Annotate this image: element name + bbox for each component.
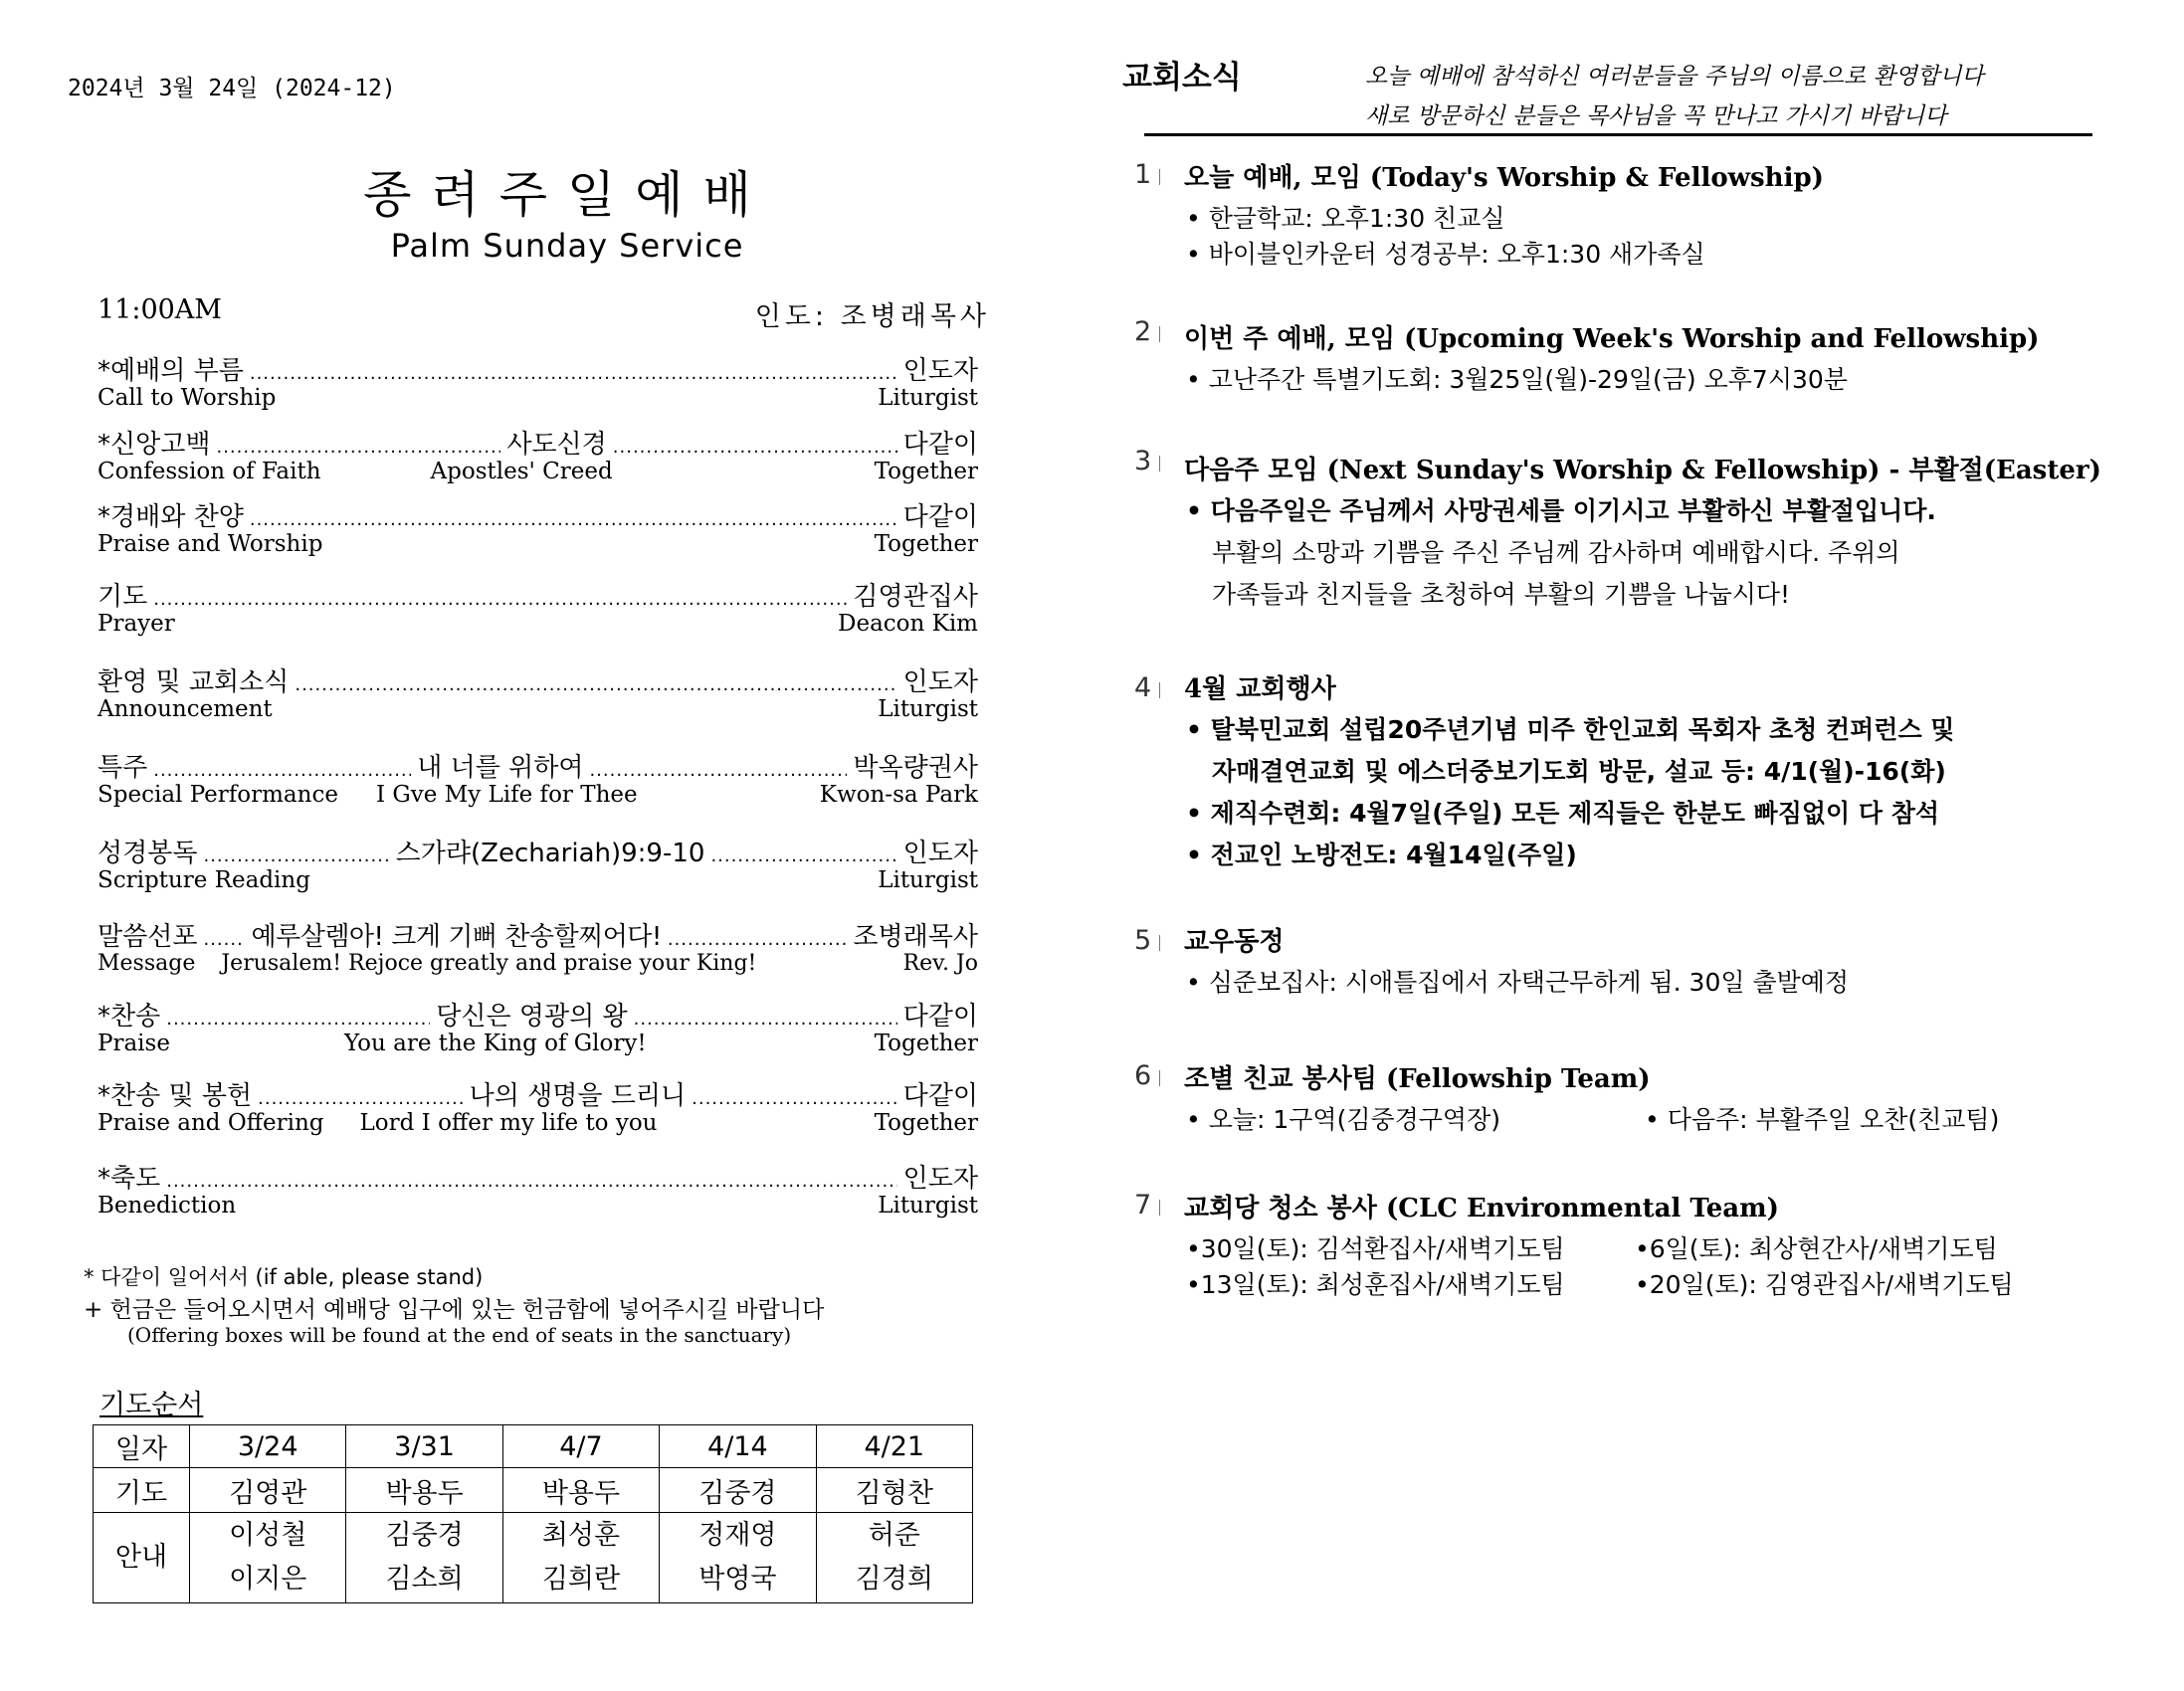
news-line: •6일(토): 최상현간사/새벽기도팀 xyxy=(1635,1234,1998,1263)
dot-leader xyxy=(166,1009,430,1030)
order-leader-ko: 박옥량권사 xyxy=(853,753,978,783)
table-row xyxy=(94,1425,973,1468)
dot-leader xyxy=(153,589,847,610)
service-title-english: Palm Sunday Service xyxy=(390,227,744,265)
dot-leader xyxy=(710,846,896,866)
table-cell: 김중경 xyxy=(660,1468,816,1513)
order-item-prayer xyxy=(98,576,978,640)
order-item-praise-and-offering xyxy=(98,1075,978,1139)
bulletin-date: 2024년 3월 24일 (2024-12) xyxy=(68,76,396,101)
order-content-en: Apostles' Creed xyxy=(430,459,613,484)
table-cell: 기도 xyxy=(94,1468,190,1513)
order-leader-ko: 인도자 xyxy=(902,667,978,697)
order-leader-ko: 인도자 xyxy=(902,1164,978,1194)
order-content-ko: 당신은 영광의 왕 xyxy=(436,1002,628,1032)
order-leader-ko: 인도자 xyxy=(902,356,978,386)
news-item-heading: 다음주 모임 (Next Sunday's Worship & Fellowship) - 부활절(Easter) xyxy=(1184,456,2101,485)
dot-leader xyxy=(634,1009,897,1030)
guide-name-2: 김소희 xyxy=(385,1564,464,1595)
order-leader-en: Liturgist xyxy=(878,385,978,411)
table-cell: 박용두 xyxy=(346,1468,502,1513)
dot-leader xyxy=(295,674,896,695)
order-content-en: Jerusalem! Rejoce greatly and praise your King! xyxy=(221,951,757,976)
table-cell: 4/7 xyxy=(502,1425,659,1468)
prayer-schedule-table xyxy=(93,1424,973,1603)
table-cell xyxy=(816,1513,972,1603)
church-news-title: 교회소식 xyxy=(1122,60,1242,95)
table-row xyxy=(94,1513,973,1603)
order-label-en: Confession of Faith xyxy=(98,459,321,484)
welcome-message-1: 오늘 예배에 참석하신 여러분들을 주님의 이름으로 환영합니다 xyxy=(1365,64,1984,90)
order-label-en: Praise xyxy=(98,1031,170,1056)
table-cell: 김영관 xyxy=(190,1468,346,1513)
news-item-number: 5 xyxy=(1134,925,1160,956)
service-time: 11:00AM xyxy=(98,294,222,325)
dot-leader xyxy=(668,929,848,950)
order-label-ko: *예배의 부름 xyxy=(98,356,244,386)
table-cell xyxy=(346,1513,502,1603)
welcome-message-2: 새로 방문하신 분들은 목사님을 꼭 만나고 가시기 바랍니다 xyxy=(1365,103,1947,129)
news-item-heading: 이번 주 예배, 모임 (Upcoming Week's Worship and Fellowship) xyxy=(1184,324,2040,354)
news-line: •30일(토): 김석환집사/새벽기도팀 xyxy=(1186,1234,1565,1263)
order-label-ko: 성경봉독 xyxy=(98,839,198,868)
order-leader-ko: 인도자 xyxy=(902,839,978,868)
order-leader-ko: 다같이 xyxy=(902,1002,978,1032)
order-leader-en: Liturgist xyxy=(878,1193,978,1219)
order-label-ko: *찬송 및 봉헌 xyxy=(98,1081,253,1111)
order-leader-en: Deacon Kim xyxy=(838,611,978,637)
dot-leader xyxy=(166,1171,896,1192)
order-item-announcement xyxy=(98,661,978,725)
order-leader-en: Together xyxy=(874,1031,978,1056)
order-label-ko: *신앙고백 xyxy=(98,430,211,460)
order-label-ko: 말씀선포 xyxy=(98,922,198,952)
table-cell: 4/14 xyxy=(660,1425,816,1468)
table-cell: 4/21 xyxy=(816,1425,972,1468)
table-row xyxy=(94,1468,973,1513)
order-content-ko: 내 너를 위하여 xyxy=(417,753,584,783)
order-leader-en: Liturgist xyxy=(878,867,978,893)
table-cell: 3/31 xyxy=(346,1425,502,1468)
order-label-en: Announcement xyxy=(98,696,273,722)
news-item-heading: 오늘 예배, 모임 (Today's Worship & Fellowship) xyxy=(1184,163,1824,193)
dot-leader xyxy=(203,929,245,950)
news-item-number: 3 xyxy=(1134,446,1160,476)
order-content-en: I Gve My Life for Thee xyxy=(375,782,638,808)
order-item-call-to-worship xyxy=(98,350,978,414)
order-item-benediction xyxy=(98,1158,978,1221)
order-label-en: Prayer xyxy=(98,611,175,637)
dot-leader xyxy=(250,509,897,530)
order-leader-ko: 조병래목사 xyxy=(853,922,978,952)
news-line: 가족들과 친지들을 초청하여 부활의 기쁨을 나눕시다! xyxy=(1212,580,1791,609)
order-leader-en: Liturgist xyxy=(878,696,978,722)
order-leader-ko: 다같이 xyxy=(902,1081,979,1111)
divider xyxy=(1144,133,2092,136)
order-label-en: Special Performance xyxy=(98,782,338,808)
guide-name-1: 이성철 xyxy=(229,1520,307,1551)
prayer-schedule-title: 기도순서 xyxy=(99,1390,204,1420)
order-label-ko: 특주 xyxy=(98,753,148,783)
order-label-en: Call to Worship xyxy=(98,385,277,411)
news-line: • 바이블인카운터 성경공부: 오후1:30 새가족실 xyxy=(1186,240,1705,269)
guide-name-1: 김중경 xyxy=(385,1520,464,1551)
order-label-en: Benediction xyxy=(98,1193,237,1219)
order-label-ko: 기도 xyxy=(98,582,148,612)
order-leader-ko: 다같이 xyxy=(902,502,978,532)
news-item-heading: 조별 친교 봉사팀 (Fellowship Team) xyxy=(1184,1064,1651,1094)
guide-name-2: 김경희 xyxy=(855,1564,933,1595)
order-label-en: Praise and Offering xyxy=(98,1110,324,1136)
order-leader-ko: 다같이 xyxy=(902,430,979,460)
order-label-en: Praise and Worship xyxy=(98,531,323,557)
news-line: • 심준보집사: 시애틀집에서 자택근무하게 됨. 30일 출발예정 xyxy=(1186,968,1850,997)
news-item-number: 6 xyxy=(1134,1060,1160,1091)
dot-leader xyxy=(216,437,500,458)
news-line: • 다음주: 부활주일 오찬(친교팀) xyxy=(1645,1105,2000,1134)
order-item-praise xyxy=(98,996,978,1059)
table-cell xyxy=(660,1513,816,1603)
news-line: • 제직수련회: 4월7일(주일) 모든 제직들은 한분도 빠짐없이 다 참석 xyxy=(1186,799,1939,828)
news-line: 자매결연교회 및 에스더중보기도회 방문, 설교 등: 4/1(월)-16(화) xyxy=(1212,757,1946,786)
order-label-ko: *찬송 xyxy=(98,1002,161,1032)
news-item-number: 4 xyxy=(1134,672,1160,703)
news-item-number: 2 xyxy=(1134,316,1160,347)
order-leader-en: Together xyxy=(874,531,978,557)
service-title-korean: 종려주일예배 xyxy=(363,166,771,224)
order-content-ko: 스가랴(Zechariah)9:9-10 xyxy=(395,839,705,868)
order-item-message xyxy=(98,916,978,980)
dot-leader xyxy=(692,1088,897,1109)
dot-leader xyxy=(153,760,411,781)
guide-name-2: 박영국 xyxy=(698,1564,777,1595)
news-line: • 고난주간 특별기도회: 3월25일(월)-29일(금) 오후7시30분 xyxy=(1186,365,1848,394)
table-cell xyxy=(502,1513,659,1603)
news-line: • 다음주일은 주님께서 사망권세를 이기시고 부활하신 부활절입니다. xyxy=(1186,496,1936,525)
guide-name-2: 이지은 xyxy=(229,1564,307,1595)
order-content-ko: 나의 생명을 드리니 xyxy=(469,1081,687,1111)
order-leader-ko: 김영관집사 xyxy=(853,582,978,612)
order-leader-en: Rev. Jo xyxy=(902,951,978,976)
service-leader: 인도: 조병래목사 xyxy=(754,301,990,332)
order-label-ko: 환영 및 교회소식 xyxy=(98,667,290,697)
table-cell xyxy=(190,1513,346,1603)
order-content-en: Lord I offer my life to you xyxy=(359,1110,658,1136)
order-label-ko: *축도 xyxy=(98,1164,161,1194)
dot-leader xyxy=(613,437,897,458)
offering-note-english: (Offering boxes will be found at the end of seats in the sanctuary) xyxy=(127,1323,792,1347)
news-item-heading: 교회당 청소 봉사 (CLC Environmental Team) xyxy=(1184,1194,1779,1223)
guide-name-1: 허준 xyxy=(868,1520,920,1551)
guide-name-1: 최성훈 xyxy=(541,1520,621,1551)
table-cell: 3/24 xyxy=(190,1425,346,1468)
news-line: • 전교인 노방전도: 4월14일(주일) xyxy=(1186,841,1577,869)
order-content-ko: 사도신경 xyxy=(506,430,607,460)
order-label-en: Message xyxy=(98,951,196,976)
order-content-en: You are the King of Glory! xyxy=(343,1031,647,1056)
order-item-confession-of-faith xyxy=(98,424,978,487)
news-item-number: 7 xyxy=(1134,1190,1160,1221)
news-item-heading: 4월 교회행사 xyxy=(1184,674,1336,704)
dot-leader xyxy=(589,760,847,781)
guide-name-2: 김희란 xyxy=(541,1564,621,1595)
dot-leader xyxy=(258,1088,464,1109)
order-item-special-performance xyxy=(98,747,978,811)
offering-note-korean: + 헌금은 들어오시면서 예배당 입구에 있는 헌금함에 넣어주시길 바랍니다 xyxy=(84,1297,825,1323)
order-leader-en: Kwon-sa Park xyxy=(819,782,978,808)
dot-leader xyxy=(203,846,389,866)
table-cell: 김형찬 xyxy=(816,1468,972,1513)
table-cell: 일자 xyxy=(94,1425,190,1468)
table-cell: 안내 xyxy=(94,1513,190,1603)
news-item-heading: 교우동정 xyxy=(1184,927,1285,957)
news-line: • 오늘: 1구역(김중경구역장) xyxy=(1186,1105,1500,1134)
guide-name-1: 정재영 xyxy=(698,1520,777,1551)
news-line: • 탈북민교회 설립20주년기념 미주 한인교회 목회자 초청 컨퍼런스 및 xyxy=(1186,715,1955,744)
news-item-number: 1 xyxy=(1134,159,1160,190)
order-content-ko: 예루살렘아! 크게 기뻐 찬송할찌어다! xyxy=(251,922,662,952)
news-line: •20일(토): 김영관집사/새벽기도팀 xyxy=(1635,1270,2014,1299)
news-line: • 한글학교: 오후1:30 친교실 xyxy=(1186,204,1505,233)
news-line: 부활의 소망과 기쁨을 주신 주님께 감사하며 예배합시다. 주위의 xyxy=(1212,538,1900,567)
dot-leader xyxy=(250,363,897,384)
news-line: •13일(토): 최성훈집사/새벽기도팀 xyxy=(1186,1270,1565,1299)
table-cell: 박용두 xyxy=(502,1468,659,1513)
order-leader-en: Together xyxy=(874,1110,978,1136)
order-leader-en: Together xyxy=(874,459,978,484)
order-item-praise-and-worship xyxy=(98,496,978,560)
order-label-ko: *경배와 찬양 xyxy=(98,502,244,532)
order-item-scripture-reading xyxy=(98,833,978,896)
order-label-en: Scripture Reading xyxy=(98,867,310,893)
stand-note: * 다같이 일어서서 (if able, please stand) xyxy=(84,1265,484,1289)
